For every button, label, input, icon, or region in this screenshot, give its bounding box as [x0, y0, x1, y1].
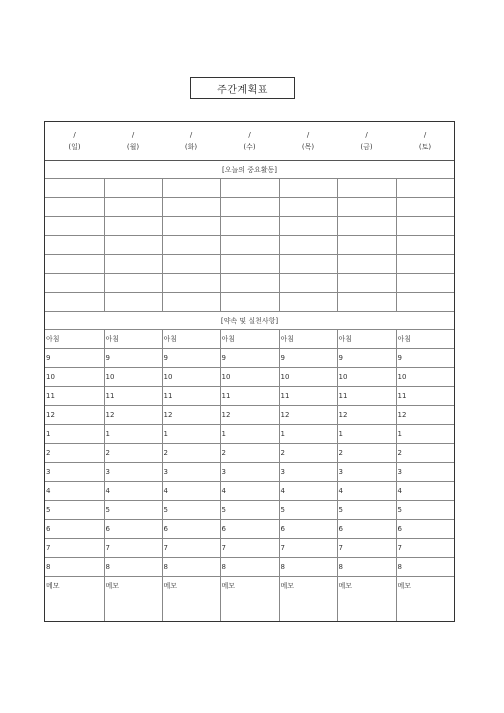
- time-slot-cell[interactable]: 3: [45, 463, 104, 482]
- activity-cell[interactable]: [396, 217, 454, 236]
- activity-cell[interactable]: [396, 255, 454, 274]
- time-slot-cell[interactable]: 아침: [45, 330, 104, 349]
- time-slot-cell[interactable]: 7: [337, 539, 396, 558]
- time-slot-cell[interactable]: 7: [396, 539, 454, 558]
- time-slot-row: [45, 520, 454, 539]
- time-slot-cell[interactable]: 9: [45, 349, 104, 368]
- time-slot-cell[interactable]: 1: [337, 425, 396, 444]
- activity-cell[interactable]: [45, 293, 104, 312]
- time-slot-cell[interactable]: 11: [337, 387, 396, 406]
- activity-cell[interactable]: [279, 236, 337, 255]
- activity-row: [45, 255, 454, 274]
- activity-cell[interactable]: [45, 217, 104, 236]
- time-slot-cell[interactable]: 10: [104, 368, 162, 387]
- date-slash: /: [306, 131, 310, 139]
- activity-cell[interactable]: [104, 274, 162, 293]
- time-slot-cell[interactable]: 11: [220, 387, 279, 406]
- time-slot-cell[interactable]: 4: [337, 482, 396, 501]
- date-slash: /: [131, 131, 135, 139]
- activity-cell[interactable]: [220, 236, 279, 255]
- activity-row: [45, 293, 454, 312]
- time-slot-cell[interactable]: 아침: [104, 330, 162, 349]
- time-slot-cell[interactable]: 2: [162, 444, 220, 463]
- day-header-cell: [279, 122, 337, 161]
- activity-cell[interactable]: [162, 274, 220, 293]
- time-slot-cell[interactable]: 10: [45, 368, 104, 387]
- time-slot-cell[interactable]: 12: [220, 406, 279, 425]
- memo-cell[interactable]: 메모: [220, 577, 279, 622]
- time-slot-cell[interactable]: 8: [396, 558, 454, 577]
- activity-row: [45, 217, 454, 236]
- time-slot-cell[interactable]: 7: [45, 539, 104, 558]
- time-slot-cell[interactable]: 7: [104, 539, 162, 558]
- date-slash: /: [423, 131, 427, 139]
- time-slot-cell[interactable]: 6: [45, 520, 104, 539]
- time-slot-cell[interactable]: 8: [220, 558, 279, 577]
- time-slot-cell[interactable]: 11: [396, 387, 454, 406]
- activity-cell[interactable]: [45, 198, 104, 217]
- day-header-cell: [396, 122, 454, 161]
- time-slot-cell[interactable]: 8: [104, 558, 162, 577]
- time-slot-cell[interactable]: 5: [45, 501, 104, 520]
- activity-cell[interactable]: [45, 179, 104, 198]
- activity-cell[interactable]: [45, 236, 104, 255]
- time-slot-cell[interactable]: 5: [279, 501, 337, 520]
- activity-cell[interactable]: [104, 217, 162, 236]
- time-slot-cell[interactable]: 8: [279, 558, 337, 577]
- activity-cell[interactable]: [279, 293, 337, 312]
- date-slash: /: [73, 131, 76, 139]
- time-slot-cell[interactable]: 8: [162, 558, 220, 577]
- time-slot-row: [45, 482, 454, 501]
- activity-cell[interactable]: [396, 274, 454, 293]
- time-slot-cell[interactable]: 9: [396, 349, 454, 368]
- time-slot-row: [45, 539, 454, 558]
- time-slot-row: [45, 387, 454, 406]
- section-appointments: [약속 및 실천사항]: [45, 312, 454, 330]
- time-slot-cell[interactable]: 6: [220, 520, 279, 539]
- activity-cell[interactable]: [396, 293, 454, 312]
- activity-cell[interactable]: [337, 217, 396, 236]
- time-slot-cell[interactable]: 5: [162, 501, 220, 520]
- time-slot-cell[interactable]: 1: [45, 425, 104, 444]
- day-label: (금): [360, 143, 373, 151]
- section-appointments-row: [45, 312, 454, 330]
- time-slot-cell[interactable]: 12: [45, 406, 104, 425]
- day-header-cell: [45, 122, 104, 161]
- activity-cell[interactable]: [396, 179, 454, 198]
- page-title: 주간계획표: [190, 77, 295, 99]
- time-slot-cell[interactable]: 2: [104, 444, 162, 463]
- time-slot-cell[interactable]: 아침: [220, 330, 279, 349]
- time-slot-cell[interactable]: 10: [337, 368, 396, 387]
- memo-cell[interactable]: 메모: [45, 577, 104, 622]
- activity-cell[interactable]: [337, 236, 396, 255]
- day-header-cell: [104, 122, 162, 161]
- day-header-row: [45, 122, 454, 161]
- section-important-activities-row: [45, 161, 454, 179]
- time-slot-cell[interactable]: 아침: [337, 330, 396, 349]
- activity-cell[interactable]: [45, 274, 104, 293]
- time-slot-cell[interactable]: 8: [337, 558, 396, 577]
- activity-cell[interactable]: [104, 236, 162, 255]
- time-slot-cell[interactable]: 아침: [396, 330, 454, 349]
- time-slot-row: [45, 368, 454, 387]
- time-slot-cell[interactable]: 6: [337, 520, 396, 539]
- time-slot-cell[interactable]: 8: [45, 558, 104, 577]
- activity-cell[interactable]: [220, 274, 279, 293]
- time-slot-cell[interactable]: 1: [220, 425, 279, 444]
- activity-cell[interactable]: [396, 236, 454, 255]
- time-slot-cell[interactable]: 9: [220, 349, 279, 368]
- day-label: (토): [418, 143, 432, 151]
- time-slot-cell[interactable]: 2: [279, 444, 337, 463]
- time-slot-cell[interactable]: 2: [337, 444, 396, 463]
- time-slot-cell[interactable]: 3: [220, 463, 279, 482]
- day-label: (월): [126, 143, 140, 151]
- time-slot-cell[interactable]: 6: [396, 520, 454, 539]
- memo-cell[interactable]: 메모: [397, 582, 412, 590]
- time-slot-cell[interactable]: 4: [45, 482, 104, 501]
- time-slot-cell[interactable]: 11: [45, 387, 104, 406]
- time-slot-cell[interactable]: 11: [104, 387, 162, 406]
- time-slot-cell[interactable]: 4: [162, 482, 220, 501]
- day-header-cell: [162, 122, 220, 161]
- activity-cell[interactable]: [104, 293, 162, 312]
- time-slot-cell[interactable]: 10: [220, 368, 279, 387]
- time-slot-cell[interactable]: 12: [104, 406, 162, 425]
- activity-cell[interactable]: [104, 255, 162, 274]
- time-slot-cell[interactable]: 9: [279, 349, 337, 368]
- time-slot-cell[interactable]: 아침: [162, 330, 220, 349]
- activity-cell[interactable]: [279, 179, 337, 198]
- time-slot-cell[interactable]: 6: [104, 520, 162, 539]
- time-slot-cell[interactable]: 1: [396, 425, 454, 444]
- date-slash: /: [248, 131, 251, 139]
- time-slot-cell[interactable]: 11: [162, 387, 220, 406]
- time-slot-cell[interactable]: 12: [396, 406, 454, 425]
- time-slot-row: [45, 463, 454, 482]
- time-slot-cell[interactable]: 4: [220, 482, 279, 501]
- activity-cell[interactable]: [337, 293, 396, 312]
- time-slot-cell[interactable]: 9: [337, 349, 396, 368]
- activity-cell[interactable]: [396, 198, 454, 217]
- time-slot-cell[interactable]: 9: [162, 349, 220, 368]
- time-slot-cell[interactable]: 11: [279, 387, 337, 406]
- time-slot-cell[interactable]: 7: [279, 539, 337, 558]
- activity-cell[interactable]: [162, 236, 220, 255]
- activity-cell[interactable]: [337, 198, 396, 217]
- activity-cell[interactable]: [279, 274, 337, 293]
- activity-cell[interactable]: [104, 179, 162, 198]
- time-slot-cell[interactable]: 7: [162, 539, 220, 558]
- activity-cell[interactable]: [279, 217, 337, 236]
- memo-cell[interactable]: 메모: [104, 577, 162, 622]
- activity-cell[interactable]: [279, 198, 337, 217]
- day-header-cell: [220, 122, 279, 161]
- time-slot-cell[interactable]: 12: [279, 406, 337, 425]
- time-slot-cell[interactable]: 4: [104, 482, 162, 501]
- activity-cell[interactable]: [220, 198, 279, 217]
- activity-cell[interactable]: [220, 179, 279, 198]
- activity-row: [45, 179, 454, 198]
- activity-row: [45, 274, 454, 293]
- weekly-planner-sheet: [44, 121, 455, 622]
- activity-cell[interactable]: [337, 255, 396, 274]
- time-slot-cell[interactable]: 12: [337, 406, 396, 425]
- time-slot-cell[interactable]: 1: [104, 425, 162, 444]
- time-slot-cell[interactable]: 6: [162, 520, 220, 539]
- time-slot-row: [45, 406, 454, 425]
- activity-cell[interactable]: [162, 179, 220, 198]
- day-label: (일): [68, 143, 81, 151]
- time-slot-cell[interactable]: 2: [45, 444, 104, 463]
- time-slot-cell[interactable]: 1: [279, 425, 337, 444]
- day-header-cell: [337, 122, 396, 161]
- activity-cell[interactable]: [337, 179, 396, 198]
- activity-row: [45, 198, 454, 217]
- date-slash: /: [365, 131, 368, 139]
- memo-row: [45, 577, 454, 622]
- time-slot-cell[interactable]: 3: [279, 463, 337, 482]
- activity-cell[interactable]: [162, 198, 220, 217]
- memo-cell[interactable]: 메모: [337, 577, 396, 622]
- time-slot-cell[interactable]: 3: [162, 463, 220, 482]
- date-slash: /: [189, 131, 193, 139]
- time-slot-cell[interactable]: 4: [396, 482, 454, 501]
- time-slot-cell[interactable]: 5: [396, 501, 454, 520]
- activity-cell[interactable]: [220, 217, 279, 236]
- time-slot-cell[interactable]: 5: [104, 501, 162, 520]
- time-slot-cell[interactable]: 10: [396, 368, 454, 387]
- time-slot-row: [45, 501, 454, 520]
- memo-cell[interactable]: 메모: [279, 577, 337, 622]
- activity-cell[interactable]: [104, 198, 162, 217]
- time-slot-row: [45, 425, 454, 444]
- time-slot-cell[interactable]: 1: [162, 425, 220, 444]
- time-slot-cell[interactable]: 5: [220, 501, 279, 520]
- day-label: (수): [243, 143, 256, 151]
- time-slot-cell[interactable]: 12: [162, 406, 220, 425]
- time-slot-cell[interactable]: 5: [337, 501, 396, 520]
- time-slot-cell[interactable]: 2: [396, 444, 454, 463]
- activity-cell[interactable]: [220, 255, 279, 274]
- activity-row: [45, 236, 454, 255]
- memo-cell[interactable]: 메모: [162, 577, 220, 622]
- time-slot-cell[interactable]: 아침: [279, 330, 337, 349]
- planner-table: [45, 122, 454, 621]
- section-important-activities: [오늘의 중요활동]: [45, 161, 454, 179]
- time-slot-cell[interactable]: 4: [279, 482, 337, 501]
- time-slot-cell[interactable]: 10: [162, 368, 220, 387]
- time-slot-cell[interactable]: 3: [396, 463, 454, 482]
- activity-cell[interactable]: [45, 255, 104, 274]
- activity-cell[interactable]: [162, 293, 220, 312]
- time-slot-cell[interactable]: 6: [279, 520, 337, 539]
- time-slot-row: [45, 444, 454, 463]
- time-slot-cell[interactable]: 7: [220, 539, 279, 558]
- activity-cell[interactable]: [337, 274, 396, 293]
- time-slot-cell[interactable]: 10: [279, 368, 337, 387]
- activity-cell[interactable]: [162, 217, 220, 236]
- time-slot-row: [45, 330, 454, 349]
- activity-cell[interactable]: [279, 255, 337, 274]
- day-label: (화): [184, 143, 198, 151]
- time-slot-cell[interactable]: 2: [220, 444, 279, 463]
- activity-cell[interactable]: [220, 293, 279, 312]
- time-slot-cell[interactable]: 3: [337, 463, 396, 482]
- day-label: (목): [301, 143, 315, 151]
- time-slot-row: [45, 349, 454, 368]
- time-slot-cell[interactable]: 3: [104, 463, 162, 482]
- time-slot-cell[interactable]: 9: [104, 349, 162, 368]
- time-slot-row: [45, 558, 454, 577]
- activity-cell[interactable]: [162, 255, 220, 274]
